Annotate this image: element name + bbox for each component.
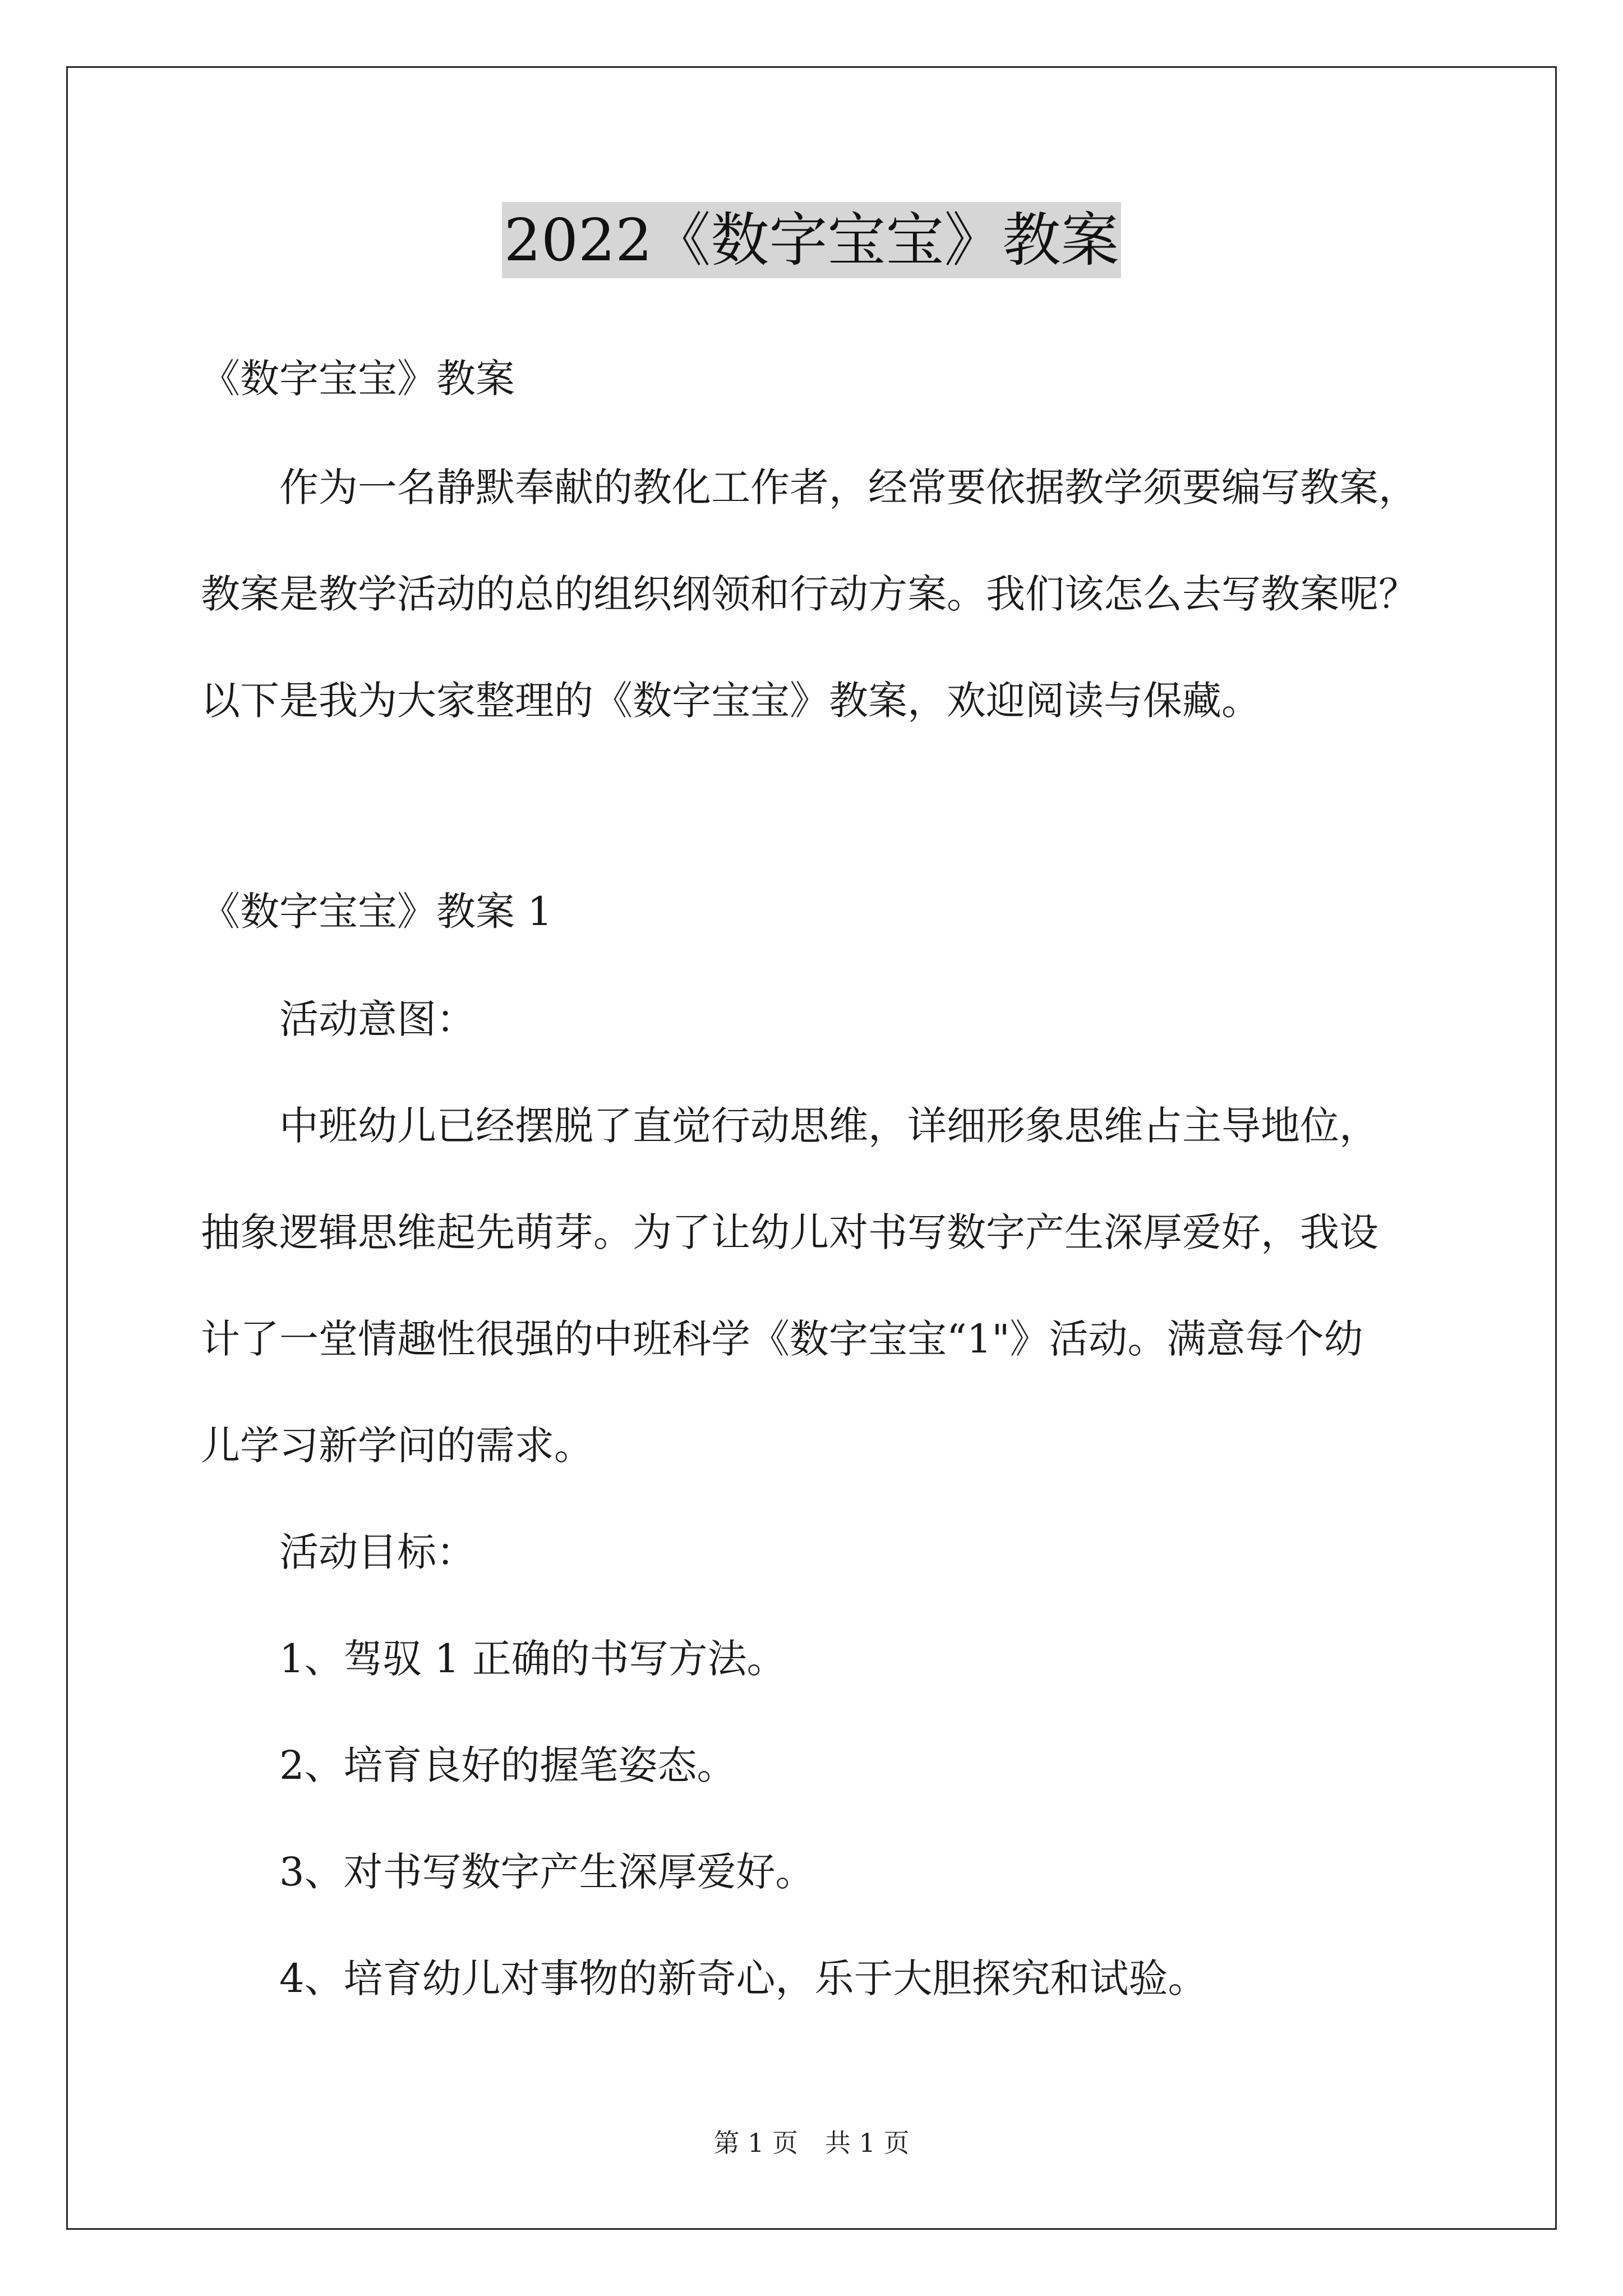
goal-item-2: 2、培育良好的握笔姿态。 [279, 1742, 736, 1788]
goal-item-1: 1、驾驭 1 正确的书写方法。 [279, 1636, 786, 1682]
section-heading: 《数字宝宝》教案 1 [201, 889, 552, 935]
intro-line-2: 教案是教学活动的总的组织纲领和行动方案。我们该怎么去写教案呢？ [201, 571, 1418, 617]
intro-line-1: 作为一名静默奉献的教化工作者，经常要依据教学须要编写教案， [279, 464, 1418, 510]
activity-intent-heading: 活动意图： [279, 996, 476, 1042]
paragraph-line-4: 儿学习新学问的需求。 [201, 1423, 593, 1469]
page-total: 共 1 页 [825, 2128, 910, 2158]
title-container [0, 202, 1623, 278]
paragraph-line-2: 抽象逻辑思维起先萌芽。为了让幼儿对书写数字产生深厚爱好，我设 [201, 1209, 1378, 1255]
paragraph-line-3: 计了一堂情趣性很强的中班科学《数字宝宝“1"》活动。满意每个幼 [201, 1316, 1363, 1362]
paragraph-line-1: 中班幼儿已经摆脱了直觉行动思维，详细形象思维占主导地位， [279, 1103, 1378, 1149]
subtitle-line: 《数字宝宝》教案 [201, 356, 515, 402]
activity-goals-heading: 活动目标： [279, 1529, 476, 1575]
page-number: 第 1 页 [713, 2128, 798, 2158]
intro-line-3: 以下是我为大家整理的《数字宝宝》教案，欢迎阅读与保藏。 [201, 678, 1261, 724]
document-title: 2022《数字宝宝》教案 [502, 202, 1122, 278]
goal-item-4: 4、培育幼儿对事物的新奇心，乐于大胆探究和试验。 [279, 1955, 1207, 2001]
page-footer [0, 2126, 1623, 2160]
goal-item-3: 3、对书写数字产生深厚爱好。 [279, 1849, 815, 1895]
